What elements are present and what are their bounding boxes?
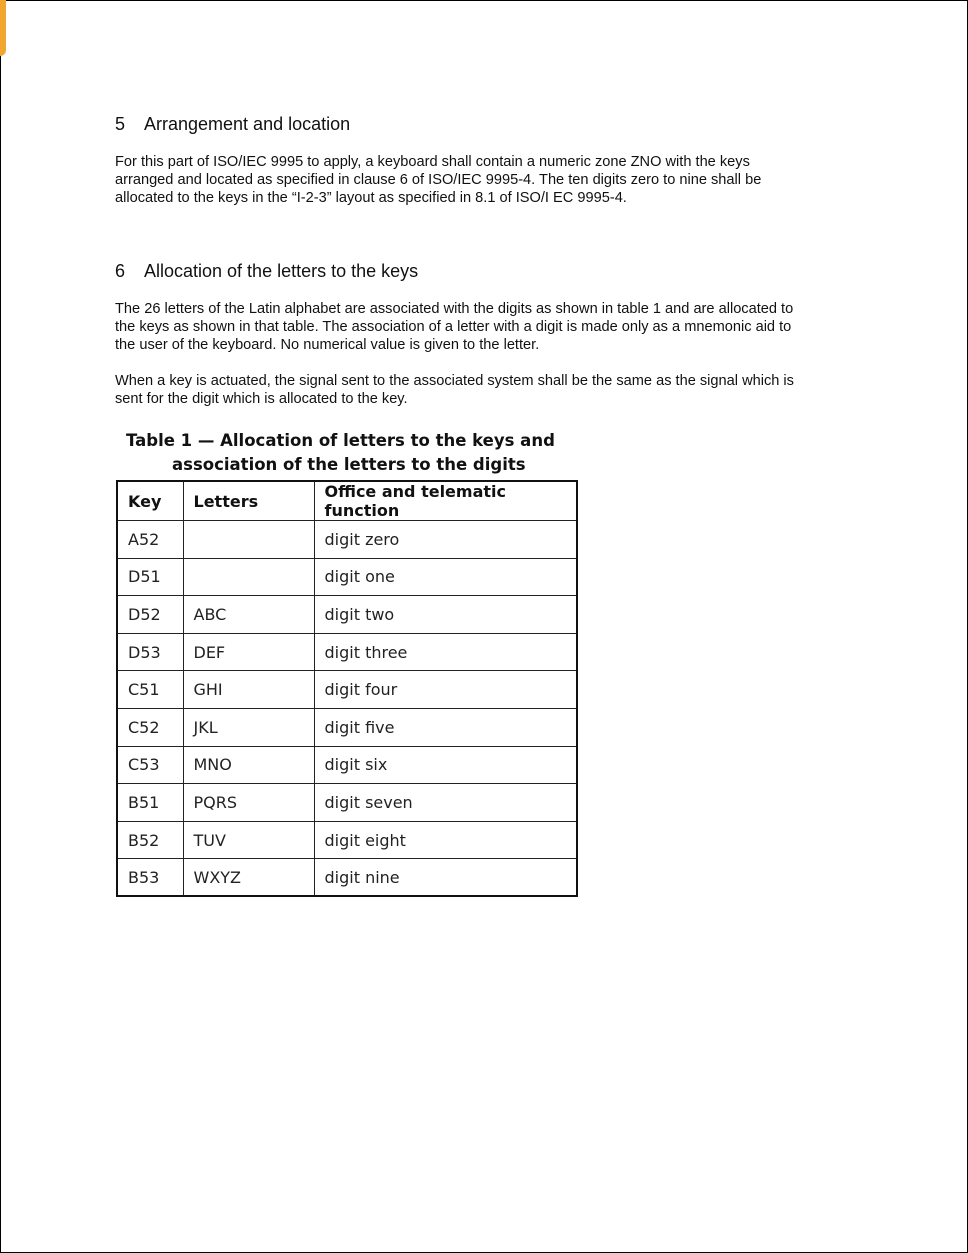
paragraph-line: allocated to the keys in the “I-2-3” layout as specified in 8.1 of ISO/I EC 9995-4. bbox=[115, 190, 627, 206]
table-row bbox=[117, 596, 577, 634]
table-header-row bbox=[117, 481, 577, 521]
key-cell: B52 bbox=[117, 821, 183, 859]
section-5-heading bbox=[115, 114, 350, 135]
letters-cell: ABC bbox=[183, 596, 314, 634]
section-6-title: Allocation of the letters to the keys bbox=[144, 261, 419, 281]
letters-cell: PQRS bbox=[183, 784, 314, 822]
page-corner-tab bbox=[0, 0, 6, 56]
section-5-title: Arrangement and location bbox=[144, 114, 351, 134]
key-cell: D51 bbox=[117, 558, 183, 596]
letters-cell bbox=[183, 521, 314, 559]
table-row bbox=[117, 859, 577, 897]
table-row bbox=[117, 708, 577, 746]
paragraph-line: For this part of ISO/IEC 9995 to apply, a keyboard shall contain a numeric zone ZNO with the keys bbox=[115, 154, 750, 170]
table-row bbox=[117, 671, 577, 709]
table-caption bbox=[119, 429, 574, 477]
key-cell: B51 bbox=[117, 784, 183, 822]
column-header-function: Office and telematic function bbox=[314, 481, 577, 521]
function-cell: digit zero bbox=[314, 521, 577, 559]
table-body bbox=[117, 521, 577, 897]
allocation-table bbox=[116, 480, 578, 897]
letters-cell: GHI bbox=[183, 671, 314, 709]
letters-cell: MNO bbox=[183, 746, 314, 784]
section-5-number: 5 bbox=[115, 114, 126, 134]
letters-cell bbox=[183, 558, 314, 596]
function-cell: digit nine bbox=[314, 859, 577, 897]
paragraph-line: the user of the keyboard. No numerical value is given to the letter. bbox=[115, 337, 540, 353]
paragraph-line: sent for the digit which is allocated to the key. bbox=[115, 391, 408, 407]
letters-cell: JKL bbox=[183, 708, 314, 746]
function-cell: digit seven bbox=[314, 784, 577, 822]
key-cell: C53 bbox=[117, 746, 183, 784]
table-row bbox=[117, 633, 577, 671]
paragraph-line: When a key is actuated, the signal sent to the associated system shall be the same as the signal which is bbox=[115, 373, 794, 389]
paragraph-line: the keys as shown in that table. The association of a letter with a digit is made only as a mnemonic aid to bbox=[115, 319, 792, 335]
table-row bbox=[117, 746, 577, 784]
section-5-paragraph bbox=[115, 153, 875, 207]
section-6-number: 6 bbox=[115, 261, 126, 281]
key-cell: C52 bbox=[117, 708, 183, 746]
table-row bbox=[117, 558, 577, 596]
table-caption-line: association of the letters to the digits bbox=[172, 455, 526, 474]
table-caption-line: Table 1 — Allocation of letters to the keys and bbox=[126, 431, 555, 450]
key-cell: A52 bbox=[117, 521, 183, 559]
key-cell: D53 bbox=[117, 633, 183, 671]
function-cell: digit eight bbox=[314, 821, 577, 859]
section-6-heading bbox=[115, 261, 418, 282]
letters-cell: DEF bbox=[183, 633, 314, 671]
letters-cell: WXYZ bbox=[183, 859, 314, 897]
section-6-paragraph-2 bbox=[115, 372, 875, 408]
table-row bbox=[117, 521, 577, 559]
function-cell: digit six bbox=[314, 746, 577, 784]
column-header-key: Key bbox=[117, 481, 183, 521]
function-cell: digit one bbox=[314, 558, 577, 596]
column-header-letters: Letters bbox=[183, 481, 314, 521]
key-cell: D52 bbox=[117, 596, 183, 634]
key-cell: B53 bbox=[117, 859, 183, 897]
key-cell: C51 bbox=[117, 671, 183, 709]
function-cell: digit five bbox=[314, 708, 577, 746]
letters-cell: TUV bbox=[183, 821, 314, 859]
function-cell: digit three bbox=[314, 633, 577, 671]
table-row bbox=[117, 821, 577, 859]
table-row bbox=[117, 784, 577, 822]
paragraph-line: arranged and located as specified in clause 6 of ISO/IEC 9995-4. The ten digits zero to nine shall be bbox=[115, 172, 762, 188]
section-6-paragraph-1 bbox=[115, 300, 875, 354]
function-cell: digit four bbox=[314, 671, 577, 709]
function-cell: digit two bbox=[314, 596, 577, 634]
paragraph-line: The 26 letters of the Latin alphabet are associated with the digits as shown in table 1 and are allocated to bbox=[115, 301, 794, 317]
